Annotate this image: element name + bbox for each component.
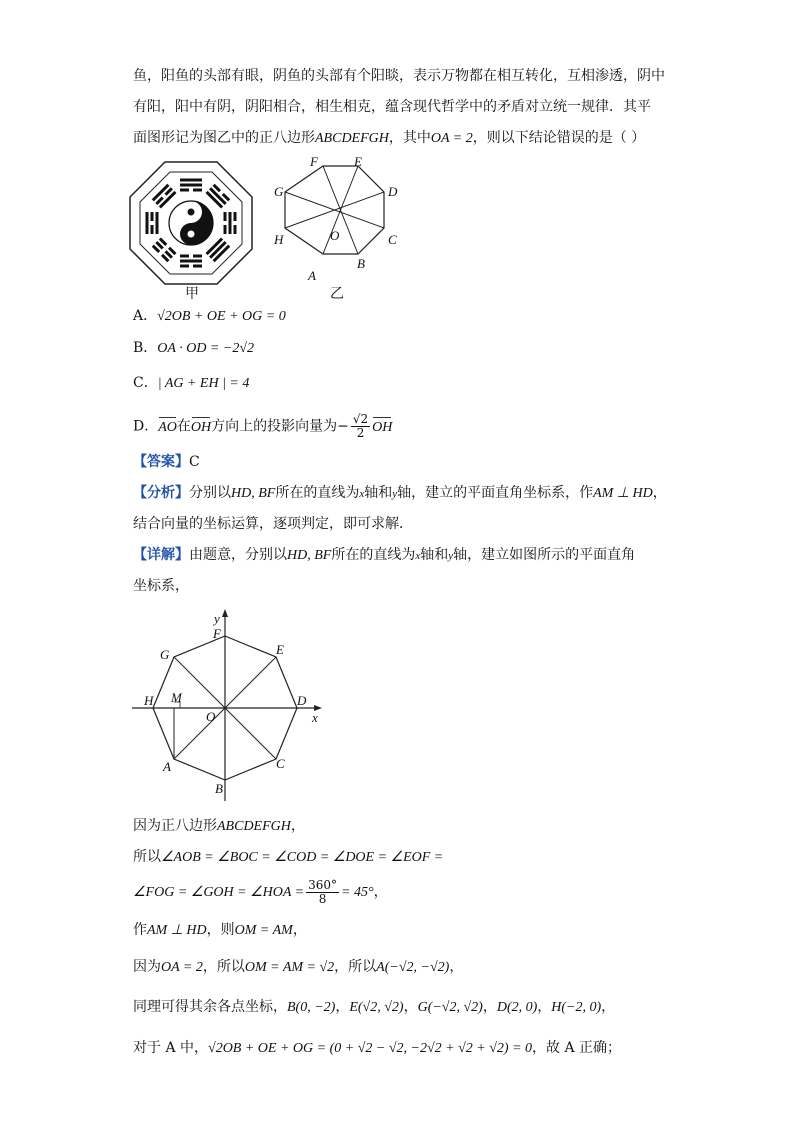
figure-jia-caption: 甲 xyxy=(185,286,199,302)
option-b: B．OA · OD = −2√2 xyxy=(133,340,255,356)
coordinate-octagon-figure xyxy=(130,605,330,805)
octagon-figure-yi xyxy=(272,152,408,290)
intro-line-1: 鱼，阳鱼的头部有眼，阴鱼的头部有个阳睒，表示万物都在相互转化，互相渗透，阴中 xyxy=(133,68,665,84)
coord-vertex-f: F xyxy=(213,626,221,641)
option-a: A．√2OB + OE + OG = 0 xyxy=(133,308,286,324)
coord-origin-o: O xyxy=(206,709,216,724)
coord-vertex-h: H xyxy=(144,693,154,708)
detail-line-2: 坐标系， xyxy=(133,578,189,594)
intro-line-2: 有阳，阳中有阴，阴阳相合，相生相克，蕴含现代哲学中的矛盾对立统一规律．其平 xyxy=(133,99,651,115)
coord-point-m: M xyxy=(171,690,182,705)
solution-step-3: ∠FOG = ∠GOH = ∠HOA = $\frac{360^\circ}{8}$ = 45°， xyxy=(133,877,388,906)
answer-tag: 【答案】 xyxy=(133,454,189,470)
coord-vertex-c: C xyxy=(276,756,285,771)
figure-yi-caption: 乙 xyxy=(330,286,344,302)
vertex-label-g: G xyxy=(274,184,284,199)
option-c: C．| AG + EH | = 4 xyxy=(133,375,250,391)
bagua-figure xyxy=(128,160,254,286)
answer-line xyxy=(133,452,200,472)
coord-vertex-a: A xyxy=(163,759,171,774)
option-a-expression: √2OB + OE + OG = 0 xyxy=(157,309,286,324)
vertex-label-b: B xyxy=(357,256,365,271)
solution-step-7: 对于 A 中，√2OB + OE + OG = (0 + √2 − √2, −2√2 + √2 + √2) = 0，故 A 正确； xyxy=(133,1040,622,1056)
analysis-line-1: 【分析】分别以HD, BF所在的直线为x轴和y轴，建立的平面直角坐标系，作AM ⊥ HD， xyxy=(133,485,667,501)
analysis-line-2: 结合向量的坐标运算，逐项判定，即可求解． xyxy=(133,516,413,532)
option-b-expression: OA · OD = −2√2 xyxy=(157,341,255,356)
coord-vertex-e: E xyxy=(276,642,284,657)
detail-line-1: 【详解】由题意，分别以HD, BF所在的直线为x轴和y轴，建立如图所示的平面直角 xyxy=(133,547,636,563)
option-d: D．AO在OH方向上的投影向量为− $\frac{√2}{2}$ OH xyxy=(133,412,393,440)
vertex-label-d: D xyxy=(388,184,398,199)
intro-line-3: 面图形记为图乙中的正八边形ABCDEFGH，其中OA = 2，则以下结论错误的是（ ） xyxy=(133,130,646,146)
oa-equation: OA = 2 xyxy=(430,131,473,146)
analysis-tag: 【分析】 xyxy=(133,485,189,501)
solution-step-6: 同理可得其余各点坐标，B(0, −2)，E(√2, √2)，G(−√2, √2)，D(2, 0)，H(−2, 0)， xyxy=(133,999,616,1015)
axis-label-x: x xyxy=(312,710,318,725)
polygon-name: ABCDEFGH xyxy=(315,131,389,146)
option-c-expression: | AG + EH | = 4 xyxy=(157,376,250,391)
coord-vertex-d: D xyxy=(297,693,307,708)
vertex-label-h: H xyxy=(274,232,284,247)
axis-label-y: y xyxy=(214,611,220,626)
angle-fraction: $\frac{360^\circ}{8}$ xyxy=(308,877,338,906)
vertex-label-e: E xyxy=(354,154,362,169)
option-d-fraction: $\frac{√2}{2}$ xyxy=(352,412,369,440)
detail-tag: 【详解】 xyxy=(133,547,189,563)
vertex-label-a: A xyxy=(308,268,316,283)
coord-vertex-g: G xyxy=(160,647,170,662)
solution-step-5: 因为OA = 2，所以OM = AM = √2，所以A(−√2, −√2)， xyxy=(133,959,464,975)
coord-vertex-b: B xyxy=(215,781,223,796)
answer-value: C xyxy=(189,454,200,470)
vertex-label-c: C xyxy=(388,232,397,247)
solution-step-4: 作AM ⊥ HD，则OM = AM， xyxy=(133,922,307,938)
solution-step-1: 因为正八边形ABCDEFGH， xyxy=(133,818,305,834)
vertex-label-f: F xyxy=(310,154,318,169)
center-label-o: O xyxy=(330,228,340,243)
solution-step-2: 所以∠AOB = ∠BOC = ∠COD = ∠DOE = ∠EOF = xyxy=(133,849,444,865)
